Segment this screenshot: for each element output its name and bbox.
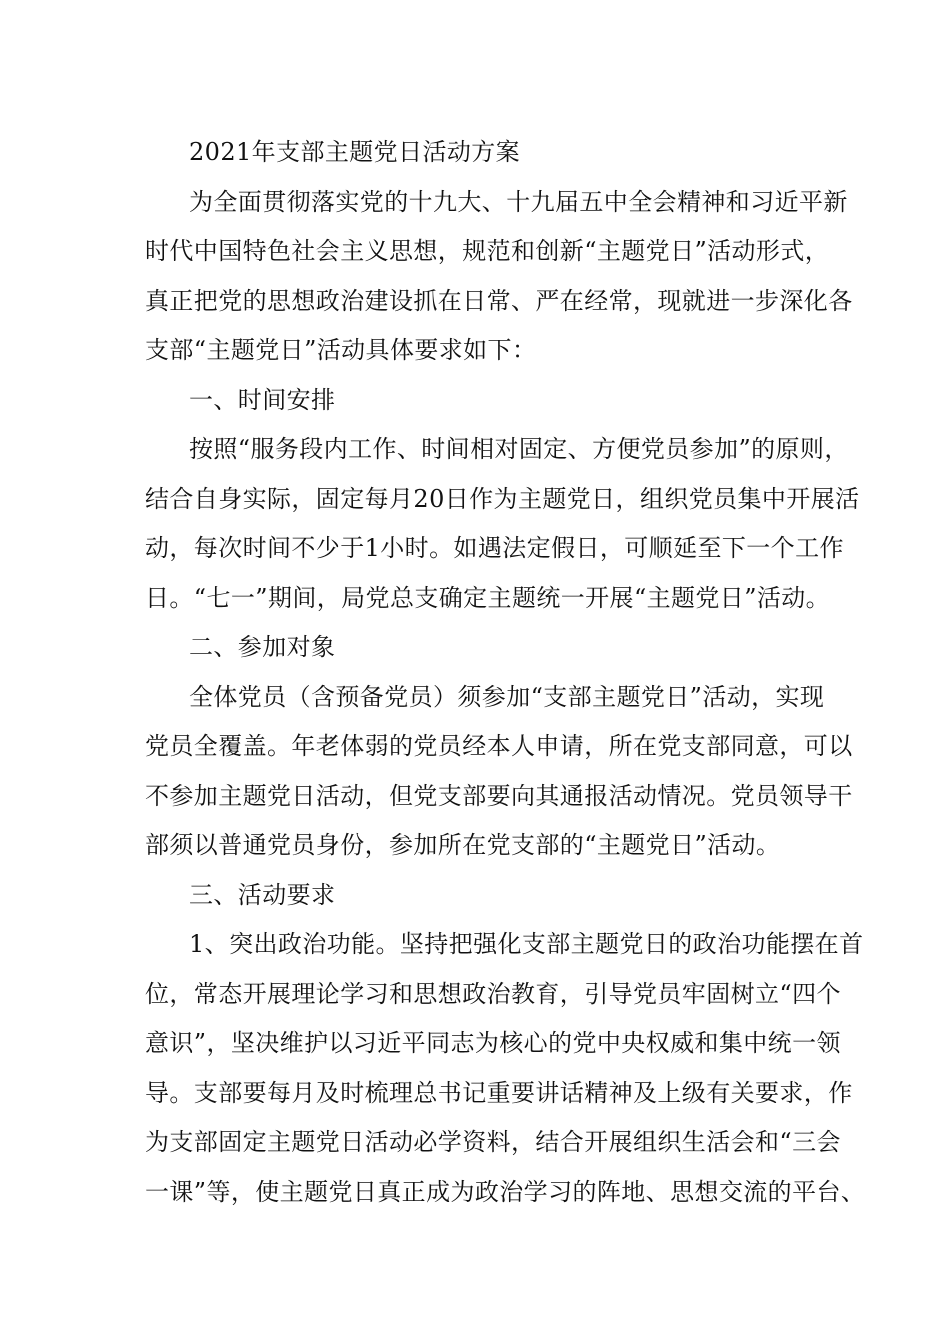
- section-time-paragraph: [145, 425, 860, 623]
- paragraph-line: 导。支部要每月及时梳理总书记重要讲话精神及上级有关要求，作: [145, 1078, 853, 1107]
- paragraph-line: 不参加主题党日活动，但党支部要向其通报活动情况。党员领导干: [145, 781, 853, 810]
- paragraph-line: 位，常态开展理论学习和思想政治教育，引导党员牢固树立“四个: [145, 979, 841, 1008]
- intro-line: 为全面贯彻落实党的十九大、十九届五中全会精神和习近平新: [189, 187, 848, 216]
- intro-line: 真正把党的思想政治建设抓在日常、严在经常，现就进一步深化各: [145, 286, 853, 315]
- section-heading-participants: 二、参加对象: [189, 633, 336, 661]
- paragraph-line: 日。“七一”期间，局党总支确定主题统一开展“主题党日”活动。: [145, 583, 831, 612]
- paragraph-line: 结合自身实际，固定每月20日作为主题党日，组织党员集中开展活: [145, 484, 860, 513]
- paragraph-line: 部须以普通党员身份，参加所在党支部的“主题党日”活动。: [145, 831, 781, 859]
- paragraph-line: 为支部固定主题党日活动必学资料，结合开展组织生活会和“三会: [145, 1128, 841, 1156]
- section-heading-time: 一、时间安排: [189, 385, 336, 414]
- paragraph-line: 党员全覆盖。年老体弱的党员经本人申请，所在党支部同意，可以: [145, 732, 853, 760]
- section-heading-requirements: 三、活动要求: [189, 880, 336, 909]
- document-title: 2021年支部主题党日活动方案: [189, 138, 521, 166]
- paragraph-line: 1、突出政治功能。坚持把强化支部主题党日的政治功能摆在首: [189, 930, 864, 958]
- intro-line: 时代中国特色社会主义思想，规范和创新“主题党日”活动形式，: [145, 237, 830, 265]
- paragraph-line: 按照“服务段内工作、时间相对固定、方便党员参加”的原则，: [189, 435, 849, 463]
- paragraph-line: 一课”等，使主题党日真正成为政治学习的阵地、思想交流的平台、: [145, 1177, 866, 1206]
- paragraph-line: 意识”，坚决维护以习近平同志为核心的党中央权威和集中统一领: [145, 1029, 841, 1057]
- intro-line: 支部“主题党日”活动具体要求如下：: [145, 336, 537, 364]
- paragraph-line: 全体党员（含预备党员）须参加“支部主题党日”活动，实现: [189, 682, 825, 711]
- section-participants-paragraph: [145, 673, 853, 871]
- paragraph-line: 动，每次时间不少于1小时。如遇法定假日，可顺延至下一个工作: [145, 534, 844, 562]
- section-requirements-paragraph: [145, 920, 866, 1217]
- intro-paragraph: [145, 178, 853, 376]
- document-body: [145, 128, 866, 1217]
